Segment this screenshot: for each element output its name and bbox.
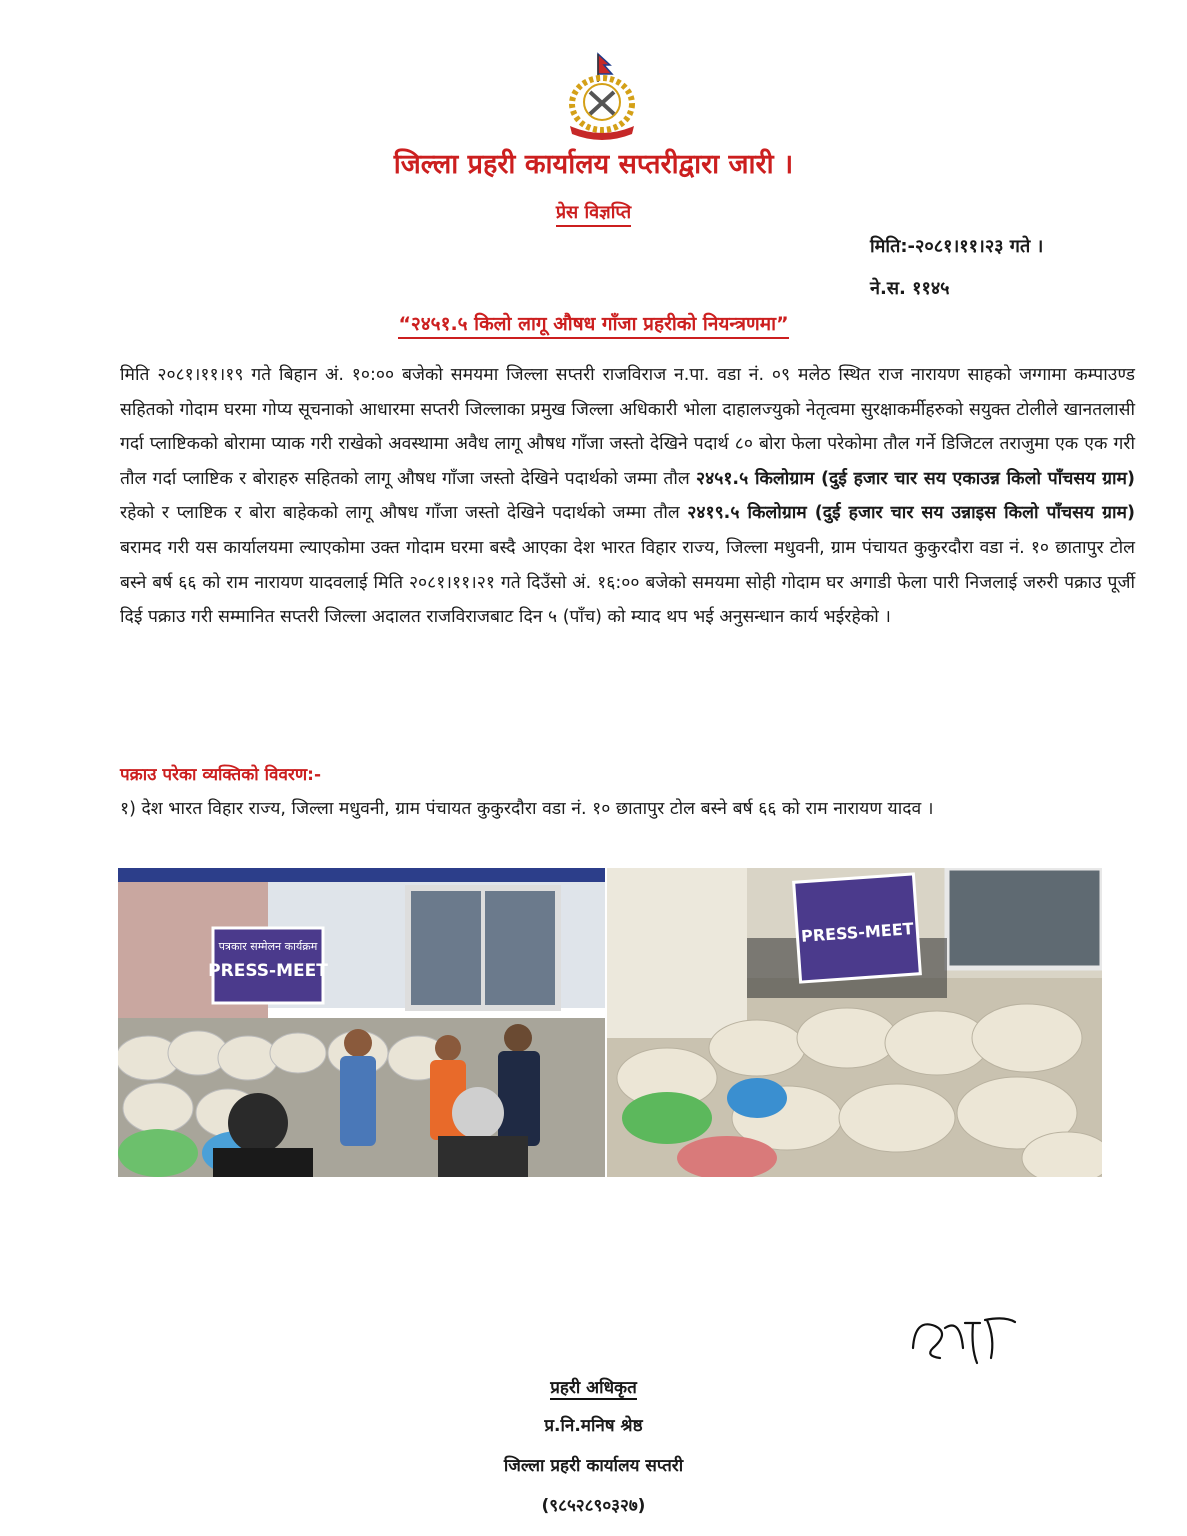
right-banner-title: PRESS-MEET — [800, 919, 915, 946]
signatory-name: प्र.नि.मनिष श्रेष्ठ — [544, 1416, 643, 1436]
body-bold-weight-1: २४५१.५ किलोग्राम (दुई हजार चार सय एकाउन्न किलो पाँचसय ग्राम) — [696, 468, 1135, 489]
arrested-person-details: १) देश भारत विहार राज्य, जिल्ला मधुवनी, ग्राम पंचायत कुकुरदौरा वडा नं. १० छातापुर टोल बस्ने बर्ष ६६ को राम नारायण यादव । — [120, 799, 934, 819]
document-title: जिल्ला प्रहरी कार्यालय सप्तरीद्वारा जारी । — [393, 149, 794, 180]
body-text-part-2: रहेको र प्लाष्टिक र बोरा बाहेकको लागू औषध गाँजा जस्तो देखिने पदार्थको जम्मा तौल — [120, 503, 688, 524]
left-banner-title: PRESS-MEET — [208, 961, 328, 981]
reference-number: ने.स. ११४५ — [870, 278, 950, 299]
body-text-part-1: मिति २०८१।११।१९ गते बिहान अं. १०:०० बजेको समयमा जिल्ला सप्तरी राजविराज न.पा. वडा नं. ०९ मलेठ स्थित राज नारायण साहको जग्गामा कम्पाउण्ड सहितको गोदाम घरमा गोप्य सूचनाको आधारमा सप्तरी जिल्लाका प्रमुख जिल्ला अधिकारी भोला दाहालज्युको नेतृत्वमा सुरक्षाकर्मीहरुको सयुक्त टोलीले खानतलासी गर्दा प्लाष्टिकको बोरामा प्याक गरी राखेको अवस्थामा अवैध लागू औषध गाँजा जस्तो देखिने पदार्थ ८० बोरा फेला परेकोमा तौल गर्ने डिजिटल तराजुमा एक एक गरी तौल गर्दा प्लाष्टिक र बोराहरु सहितको लागू औषध गाँजा जस्तो देखिने पदार्थको जम्मा तौल — [120, 365, 1135, 489]
handwritten-signature — [905, 1308, 1025, 1368]
body-bold-weight-2: २४१९.५ किलोग्राम (दुई हजार चार सय उन्नाइस किलो पाँचसय ग्राम) — [687, 503, 1135, 524]
nepal-police-emblem — [558, 52, 646, 142]
signatory-phone: (९८५२८९०३२७) — [541, 1496, 646, 1516]
signatory-office: जिल्ला प्रहरी कार्यालय सप्तरी — [503, 1456, 684, 1476]
seized-sacks-photo-right — [607, 868, 1102, 1177]
press-release-label: प्रेस विज्ञप्ति — [556, 202, 631, 227]
body-text-part-3: बरामद गरी यस कार्यालयमा ल्याएकोमा उक्त गोदाम घरमा बस्दै आएका देश भारत विहार राज्य, जिल्ला मधुवनी, ग्राम पंचायत कुकुरदौरा वडा नं. १० छातापुर टोल बस्ने बर्ष ६६ को राम नारायण यादवलाई मिति २०८१।११।२१ गते दिउँसो अं. १६:०० बजेको समयमा सोही गोदाम घर अगाडी फेला पारी निजलाई जरुरी पक्राउ पूर्जी दिई पक्राउ गरी सम्मानित सप्तरी जिल्ला अदालत राजविराजबाट दिन ५ (पाँच) को म्याद थप भई अनुसन्धान कार्य भईरहेको । — [120, 537, 1135, 628]
news-headline: “२४५१.५ किलो लागू औषध गाँजा प्रहरीको नियन्त्रणमा” — [398, 313, 788, 339]
body-paragraph — [120, 358, 1135, 635]
press-meet-photo-left — [118, 868, 605, 1177]
signatory-designation: प्रहरी अधिकृत — [550, 1378, 637, 1398]
arrested-person-heading: पक्राउ परेका व्यक्तिको विवरण:- — [120, 765, 321, 785]
left-banner-caption: पत्रकार सम्मेलन कार्यक्रम — [218, 940, 318, 953]
release-date: मिति:-२०८१।११।२३ गते । — [870, 236, 1044, 257]
